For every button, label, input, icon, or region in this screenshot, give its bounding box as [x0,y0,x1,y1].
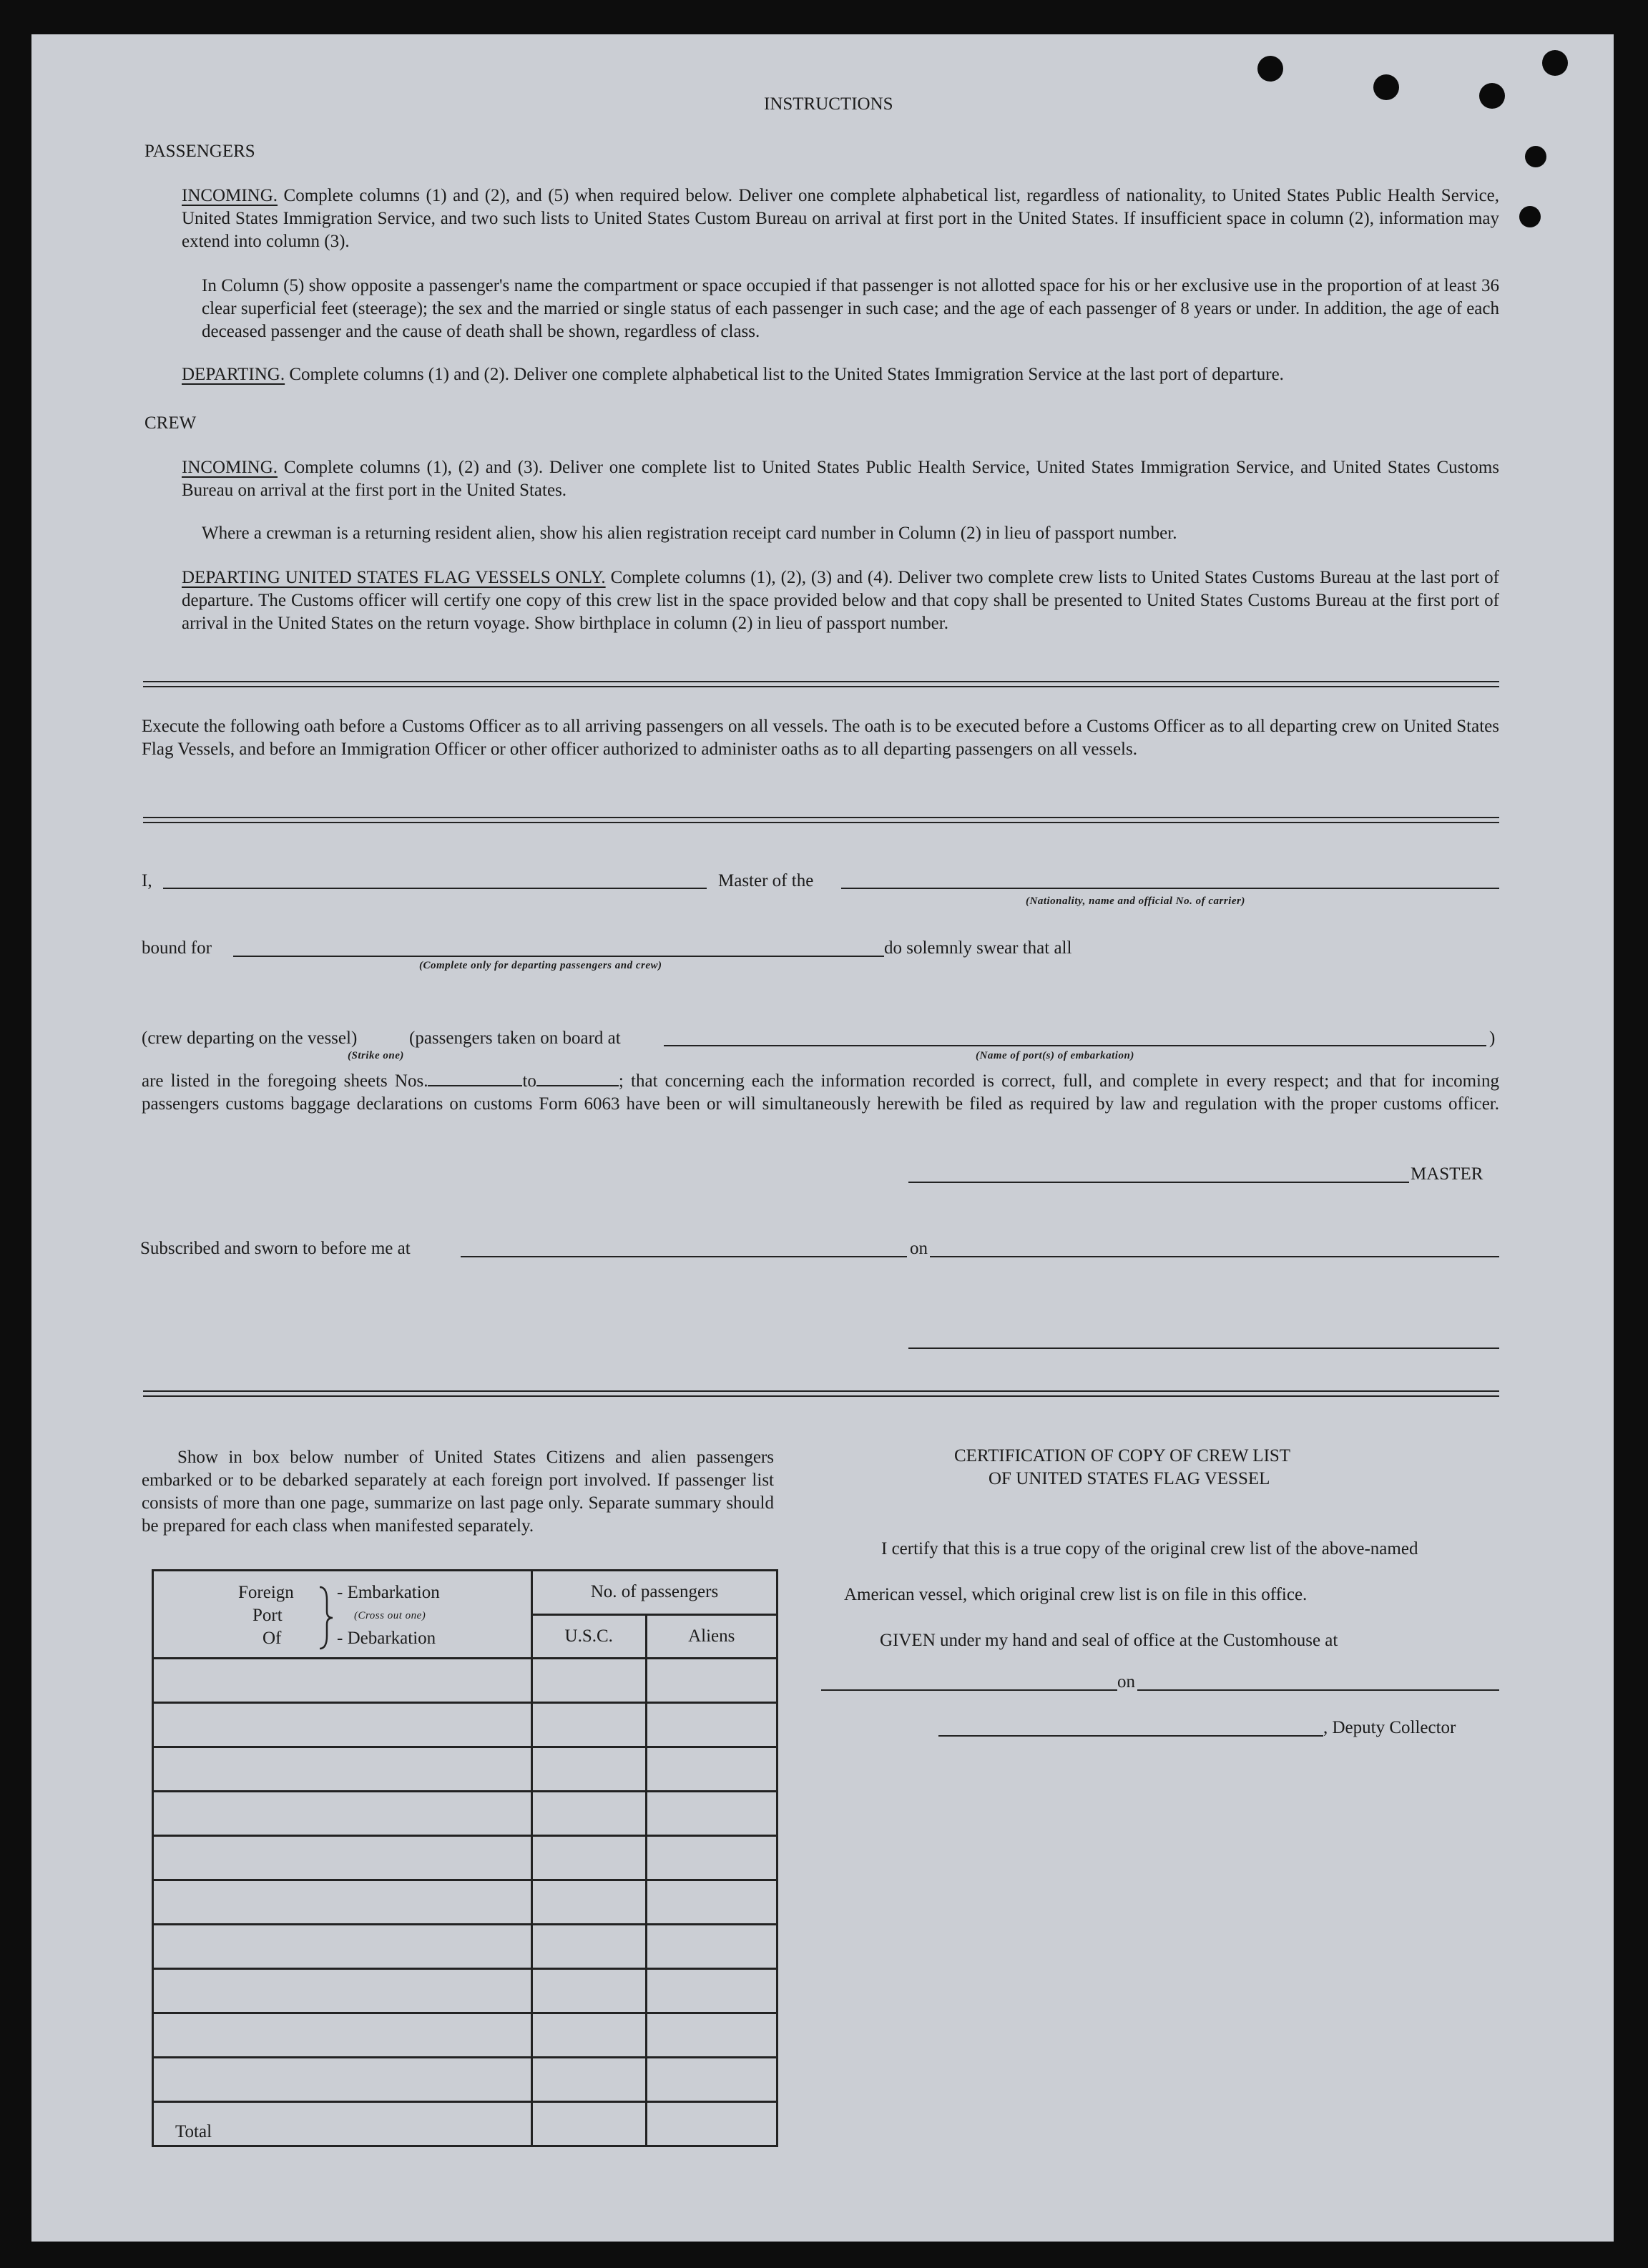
crew-resident-paragraph: Where a crewman is a returning resident alien, show his alien registration receipt card number in Column (2) in lieu of passport number. [202,524,1177,543]
cert-text-1: I certify that this is a true copy of the original crew list of the above-named [881,1539,1418,1558]
crew-departing-option: (crew departing on the vessel) [142,1029,358,1048]
passengers-incoming-paragraph [182,185,1499,253]
crew-departing-label: DEPARTING UNITED STATES FLAG VESSELS ONLY. [182,568,606,587]
passenger-summary-table [152,1569,778,2147]
master-signature-line[interactable] [908,1182,1409,1183]
close-paren: ) [1489,1029,1496,1048]
punch-hole [1525,146,1546,167]
brace-icon [315,1586,335,1650]
usc-cell[interactable] [531,1792,646,1836]
punch-hole [1373,74,1399,100]
port-header-cell [153,1571,532,1659]
of-label: Of [263,1629,282,1648]
sworn-place-line[interactable] [461,1256,907,1257]
port-cell[interactable] [153,2058,532,2102]
passengers-column5-paragraph: In Column (5) show opposite a passenger's name the compartment or space occupied if that passenger is not allotted space for his or her exclusive use in the proportion of at least 36 clear superficial feet (steerage); the sex and the married or single status of each passenger in such case; and the age of each passenger of 8 years or under. In addition, the age of each deceased passenger and the cause of death shall be shown, regardless of class. [202,276,1499,341]
to-label: to [522,1071,536,1091]
passengers-heading: PASSENGERS [144,142,255,161]
master-name-line[interactable] [163,888,707,889]
port-cell[interactable] [153,2013,532,2058]
listed-prefix: are listed in the foregoing sheets Nos. [142,1071,428,1091]
aliens-cell[interactable] [646,2013,777,2058]
sheet-from-field[interactable] [428,1085,522,1086]
bound-for-label: bound for [142,938,212,958]
usc-cell[interactable] [531,1703,646,1747]
usc-cell[interactable] [531,1969,646,2013]
crew-incoming-paragraph [182,456,1499,502]
port-cell[interactable] [153,1703,532,1747]
section-divider [143,817,1499,823]
sheets-line-1 [142,1070,1499,1116]
punch-hole [1519,206,1541,227]
cert-title-2: OF UNITED STATES FLAG VESSEL [989,1469,1270,1488]
port-cell[interactable] [153,1969,532,2013]
solemnly-swear-label: do solemnly swear that all [884,938,1072,958]
punch-hole [1479,83,1505,109]
oath-i-label: I, [142,871,152,890]
sworn-on-label: on [910,1239,928,1258]
strike-one-caption: (Strike one) [348,1050,404,1061]
aliens-cell[interactable] [646,1836,777,1880]
embarkation-label: - Embarkation [337,1583,440,1602]
cert-text-2: American vessel, which original crew list is on file in this office. [844,1585,1308,1604]
passengers-incoming-label: INCOMING. [182,186,278,205]
usc-cell[interactable] [531,1836,646,1880]
port-cell[interactable] [153,1659,532,1703]
listed-rest: ; that concerning each the information recorded is correct, full, and complete in every respect; and that for incoming passengers customs baggage declarations on customs Form 6063 have been or will simultaneously herewith be filed as required by law and regulation with the proper customs officer. [142,1071,1499,1114]
debarkation-label: - Debarkation [337,1629,436,1648]
port-cell[interactable] [153,1792,532,1836]
crew-departing-text: Complete columns (1), (2), (3) and (4). Deliver two complete crew lists to United States Customs Bureau at the last port of departure. The Customs officer will certify one copy of this crew list in the space provided below and that copy shall be presented to United States Customs Bureau at the first port of arrival in the United States on the return voyage. Show birthplace in column (2) in lieu of passport number. [182,568,1500,633]
customhouse-date-line[interactable] [1137,1689,1499,1691]
cert-on-label: on [1117,1672,1135,1692]
summary-instructions: Show in box below number of United States Citizens and alien passengers embarked or to be debarked separately at each foreign port involved. If passenger list consists of more than one page, summarize on last page only. Separate summary should be prepared for each class when manifested separately. [142,1448,774,1536]
instructions-title: INSTRUCTIONS [764,94,893,114]
master-of-the-label: Master of the [718,871,814,890]
bound-for-caption: (Complete only for departing passengers and crew) [419,960,662,971]
total-label: Total [153,2102,532,2146]
deputy-collector-label: , Deputy Collector [1323,1718,1456,1737]
punch-hole [1542,50,1568,76]
customhouse-place-line[interactable] [821,1689,1117,1691]
port-cell[interactable] [153,1747,532,1792]
port-cell[interactable] [153,1880,532,1925]
aliens-total-cell[interactable] [646,2102,777,2146]
master-label: MASTER [1411,1164,1483,1184]
aliens-header: Aliens [646,1614,777,1659]
aliens-cell[interactable] [646,1969,777,2013]
carrier-caption: (Nationality, name and official No. of carrier) [1026,895,1245,907]
passengers-taken-option: (passengers taken on board at [409,1029,621,1048]
cross-out-label: (Cross out one) [354,1610,426,1621]
passengers-incoming-text: Complete columns (1) and (2), and (5) when required below. Deliver one complete alphabetical list, regardless of nationality, to United States Public Health Service, United States Immigration Service, and two such lists to United States Custom Bureau on arrival at first port in the United States. If insufficient space in column (2), information may extend into column (3). [182,186,1500,251]
aliens-cell[interactable] [646,1747,777,1792]
usc-cell[interactable] [531,2013,646,2058]
no-of-passengers-header: No. of passengers [531,1571,777,1615]
bound-for-line[interactable] [233,956,884,957]
aliens-cell[interactable] [646,1792,777,1836]
usc-cell[interactable] [531,2058,646,2102]
sworn-date-line[interactable] [930,1256,1499,1257]
aliens-cell[interactable] [646,1925,777,1969]
section-divider [143,1390,1499,1397]
aliens-cell[interactable] [646,1659,777,1703]
oath-intro-paragraph: Execute the following oath before a Customs Officer as to all arriving passengers on all vessels. The oath is to be executed before a Customs Officer as to all departing crew on United States Flag Vessels, and before an Immigration Officer or other officer authorized to administer oaths as to all departing passengers on all vessels. [142,717,1499,759]
port-cell[interactable] [153,1925,532,1969]
passengers-departing-paragraph [182,363,1499,386]
port-label: Port [252,1606,283,1625]
crew-incoming-text: Complete columns (1), (2) and (3). Deliver one complete list to United States Public Health Service, United States Immigration Service, and United States Customs Bureau on arrival at the first port in the United States. [182,458,1500,500]
section-divider [143,681,1499,687]
foreign-label: Foreign [238,1583,294,1602]
aliens-cell[interactable] [646,1880,777,1925]
carrier-line[interactable] [841,888,1499,889]
punch-hole [1257,56,1283,82]
port-cell[interactable] [153,1836,532,1880]
cert-title-1: CERTIFICATION OF COPY OF CREW LIST [954,1446,1291,1466]
deputy-signature-line[interactable] [938,1735,1323,1737]
usc-total-cell[interactable] [531,2102,646,2146]
aliens-cell[interactable] [646,1703,777,1747]
crew-departing-paragraph [182,566,1499,635]
usc-cell[interactable] [531,1659,646,1703]
passengers-departing-label: DEPARTING. [182,365,285,384]
embarkation-port-line[interactable] [664,1045,1486,1046]
crew-heading: CREW [144,413,197,433]
subscribed-label: Subscribed and sworn to before me at [140,1239,411,1258]
passengers-departing-text: Complete columns (1) and (2). Deliver one complete alphabetical list to the United States Immigration Service at the last port of departure. [289,365,1284,384]
sheet-to-field[interactable] [536,1085,619,1086]
usc-header: U.S.C. [531,1614,646,1659]
usc-cell[interactable] [531,1880,646,1925]
usc-cell[interactable] [531,1747,646,1792]
crew-incoming-label: INCOMING. [182,458,278,477]
embarkation-port-caption: (Name of port(s) of embarkation) [976,1050,1134,1061]
aliens-cell[interactable] [646,2058,777,2102]
usc-cell[interactable] [531,1925,646,1969]
officer-signature-line[interactable] [908,1347,1499,1349]
cert-text-3: GIVEN under my hand and seal of office at the Customhouse at [880,1631,1338,1650]
